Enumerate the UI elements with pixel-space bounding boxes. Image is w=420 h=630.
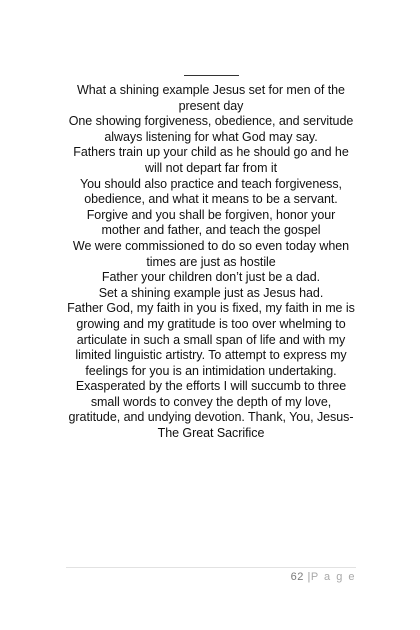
poem-line: What a shining example Jesus set for men of the present day [77, 83, 345, 113]
poem-line: Father your children don’t just be a dad. [101, 270, 321, 285]
top-divider [184, 75, 239, 76]
poem-line: Set a shining example just as Jesus had. [98, 285, 324, 300]
poem-line: Forgive and you shall be forgiven, honor your mother and father, and teach the gospel [86, 207, 336, 238]
page-label: P a g e [310, 571, 356, 583]
poem-line: Fathers train up your child as he should go and he will not depart far from it [73, 145, 349, 175]
poem-line: One showing forgiveness, obedience, and servitude always listening for what God may say. [68, 114, 354, 144]
footer-separator: | [307, 571, 311, 583]
poem-line: We were commissioned to do so even today when times are just as hostile [72, 238, 350, 269]
page-footer [291, 571, 356, 583]
poem-body [66, 83, 356, 442]
prayer-paragraph: Father God, my faith in you is fixed, my faith in me is growing and my gratitude is too over whelming to articulate in such a small span of life and with my limited linguistic artistry. To attempt to express my feelings for you is an intimidation undertaking. Exasperated by the efforts I will succumb to three small words to convey the depth of my love, gratitude, and undying devotion. Thank, You, Jesus- The Great Sacrifice [67, 301, 355, 441]
poem-line: You should also practice and teach forgiveness, obedience, and what it means to be a servant. [80, 176, 342, 207]
page-number: 62 [290, 571, 304, 583]
footer-divider [66, 567, 356, 568]
